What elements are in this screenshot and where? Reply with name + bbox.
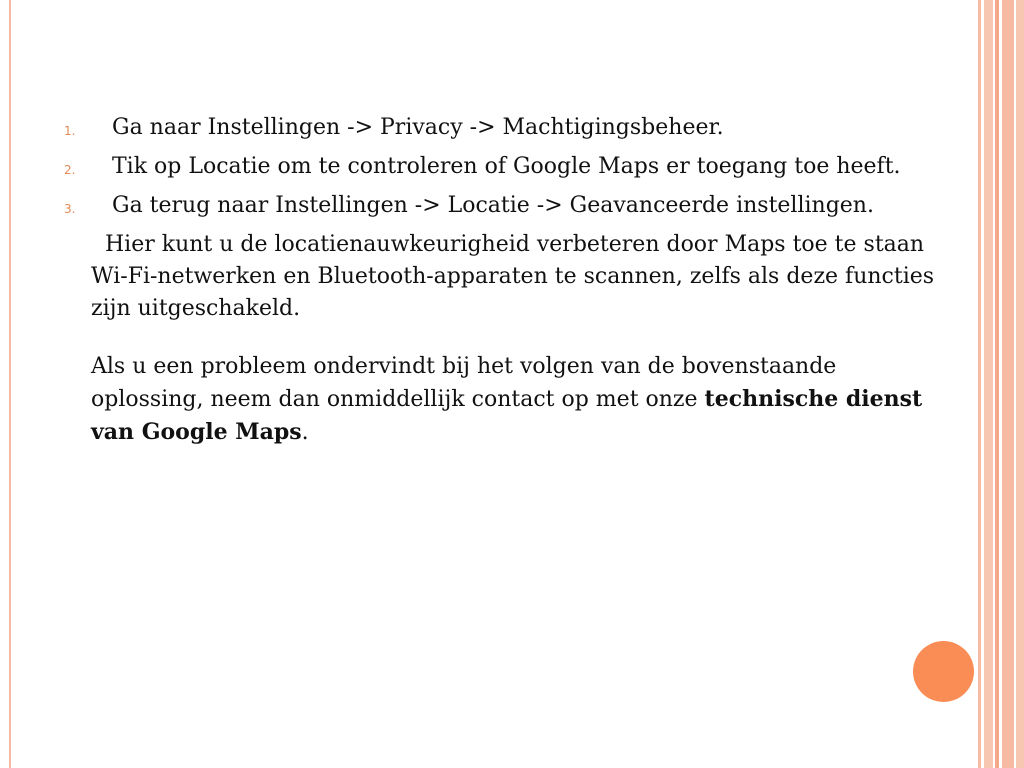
step-number: 3. — [64, 202, 76, 216]
right-decorative-stripes — [978, 0, 1024, 768]
step-number: 2. — [64, 163, 76, 177]
step-text: Tik op Locatie om te controleren of Google Maps er toegang toe heeft. — [112, 154, 901, 179]
step-number: 1. — [64, 124, 76, 138]
orange-circle-decoration — [913, 641, 974, 702]
location-accuracy-paragraph: Hier kunt u de locatienauwkeurigheid verbeteren door Maps toe te staan Wi-Fi-netwerken en Bluetooth-apparaten te scannen, zelfs als deze functies zijn uitgeschakeld. — [91, 232, 935, 321]
list-item — [64, 112, 944, 144]
left-frame-line — [9, 0, 11, 768]
stripe — [995, 0, 999, 768]
list-item — [64, 190, 944, 222]
stripe — [1016, 0, 1024, 768]
instruction-list — [64, 112, 944, 222]
stripe — [984, 0, 993, 768]
step-text: Ga naar Instellingen -> Privacy -> Machtigingsbeheer. — [112, 115, 724, 140]
list-item — [64, 151, 944, 183]
stripe — [978, 0, 981, 768]
step-text: Ga terug naar Instellingen -> Locatie -> Geavanceerde instellingen. — [112, 193, 874, 218]
support-service-name: technische dienst van Google Maps — [91, 386, 923, 445]
support-text: Als u een probleem ondervindt bij het volgen van de bovenstaande oplossing, neem dan onmiddellijk contact op met onze — [91, 354, 837, 412]
stripe — [1002, 0, 1014, 768]
support-paragraph — [91, 351, 951, 449]
support-period: . — [301, 420, 309, 445]
slide-content — [64, 112, 944, 471]
